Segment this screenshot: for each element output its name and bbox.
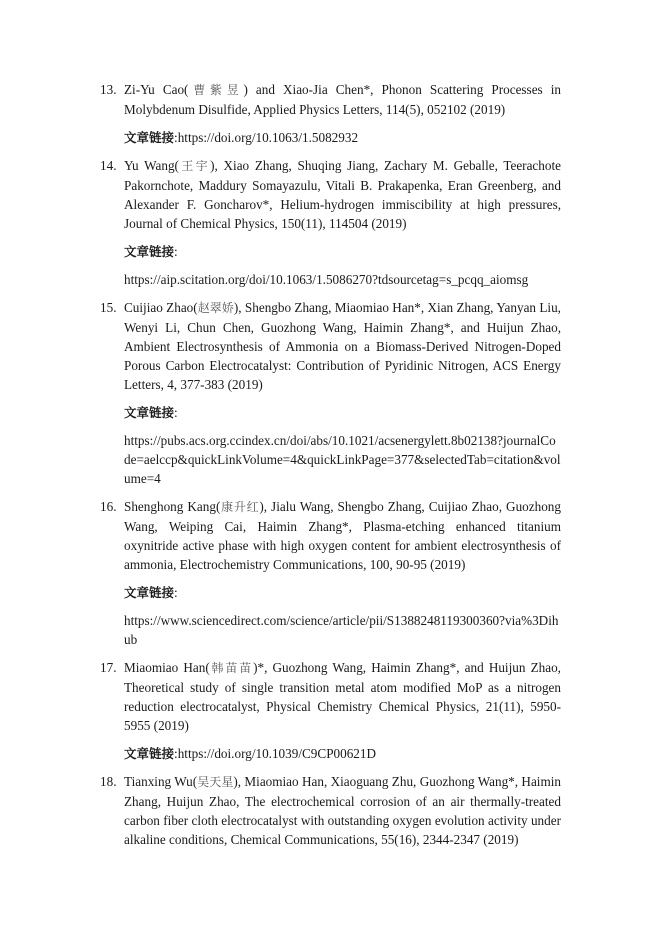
chinese-name: 王宇 [178,159,211,173]
entry-number: 18. [100,774,117,789]
citation-text: Zi-Yu Cao(曹紫昱) and Xiao-Jia Chen*, Phonon Scattering Processes in Molybdenum Disulfide, Applied Physics Letters, 114(5), 052102 (2019) [124,82,561,117]
reference-entry-15 [100,298,561,488]
entry-number: 17. [100,660,117,675]
article-link-url[interactable]: https://aip.scitation.org/doi/10.1063/1.5086270?tdsourcetag=s_pcqq_aiomsg [124,272,529,287]
chinese-name: 吴天星 [197,775,234,789]
article-link-block: 文章链接: https://aip.scitation.org/doi/10.1063/1.5086270?tdsourcetag=s_pcqq_aiomsg [124,242,561,289]
document-page [0,80,662,849]
article-link-block: 文章链接:https://doi.org/10.1039/C9CP00621D [124,746,377,761]
article-link-label: 文章链接 [124,130,175,145]
reference-entry-16 [100,497,561,649]
chinese-name: 韩苗苗 [209,661,254,675]
entry-number: 15. [100,300,117,315]
article-link-url[interactable]: https://doi.org/10.1063/1.5082932 [177,130,359,145]
article-link-label: 文章链接 [124,746,175,761]
article-link-url[interactable]: https://www.sciencedirect.com/science/article/pii/S1388248119300360?via%3Dihub [124,613,559,647]
citation-text: Shenghong Kang(康升红), Jialu Wang, Shengbo Zhang, Cuijiao Zhao, Guozhong Wang, Weiping Cai, Haimin Zhang*, Plasma-etching enhanced titanium oxynitride active phase with high oxygen content for ambient electrosynthesis of ammonia, Electrochemistry Communications, 100, 90-95 (2019) [124,499,561,572]
citation-text: Miaomiao Han(韩苗苗)*, Guozhong Wang, Haimin Zhang*, and Huijun Zhao, Theoretical study of single transition metal atom modified MoP as a nitrogen reduction electrocatalyst, Physical Chemistry Chemical Physics, 21(11), 5950-5955 (2019) [124,660,561,733]
chinese-name: 康升红 [220,500,260,514]
citation-text: Tianxing Wu(吴天星), Miaomiao Han, Xiaoguang Zhu, Guozhong Wang*, Haimin Zhang, Huijun Zhao, The electrochemical corrosion of an air thermally-treated carbon fiber cloth electrocatalyst with outstanding oxygen evolution activity under alkaline conditions, Chemical Communications, 55(16), 2344-2347 (2019) [124,774,561,847]
chinese-name: 赵翠娇 [197,301,234,315]
article-link-url[interactable]: https://doi.org/10.1039/C9CP00621D [177,746,377,761]
entry-number: 16. [100,499,117,514]
reference-entry-18 [100,772,561,849]
article-link-label: 文章链接 [124,244,175,259]
entry-number: 13. [100,82,117,97]
article-link-label: 文章链接 [124,405,175,420]
article-link-block: 文章链接: https://pubs.acs.org.ccindex.cn/doi/abs/10.1021/acsenergylett.8b02138?journalCode=aelccp&quickLinkVolume=4&quickLinkPage=377&selectedTab=citation&volume=4 [124,405,561,486]
reference-entry-17 [100,658,561,763]
entry-number: 14. [100,158,117,173]
article-link-block: 文章链接:https://doi.org/10.1063/1.5082932 [124,130,359,145]
reference-entry-13 [100,80,561,147]
article-link-block: 文章链接: https://www.sciencedirect.com/science/article/pii/S1388248119300360?via%3Dihub [124,583,561,649]
chinese-name: 曹紫昱 [188,83,244,97]
citation-text: Cuijiao Zhao(赵翠娇), Shengbo Zhang, Miaomiao Han*, Xian Zhang, Yanyan Liu, Wenyi Li, Chun Chen, Guozhong Wang, Haimin Zhang*, and Huijun Zhao, Ambient Electrosynthesis of Ammonia on a Biomass-Derived Nitrogen-Doped Porous Carbon Electrocatalyst: Contribution of Pyridinic Nitrogen, ACS Energy Letters, 4, 377-383 (2019) [124,300,561,392]
article-link-url[interactable]: https://pubs.acs.org.ccindex.cn/doi/abs/10.1021/acsenergylett.8b02138?journalCode=aelccp&quickLinkVolume=4&quickLinkPage=377&selectedTab=citation&volume=4 [124,433,561,486]
citation-text: Yu Wang(王宇), Xiao Zhang, Shuqing Jiang, Zachary M. Geballe, Teerachote Pakornchote, Maddury Somayazulu, Vitali B. Prakapenka, Eran Greenberg, and Alexander F. Goncharov*, Helium-hydrogen immiscibility at high pressures, Journal of Chemical Physics, 150(11), 114504 (2019) [124,158,561,231]
reference-entry-14 [100,156,561,289]
article-link-label: 文章链接 [124,585,175,600]
